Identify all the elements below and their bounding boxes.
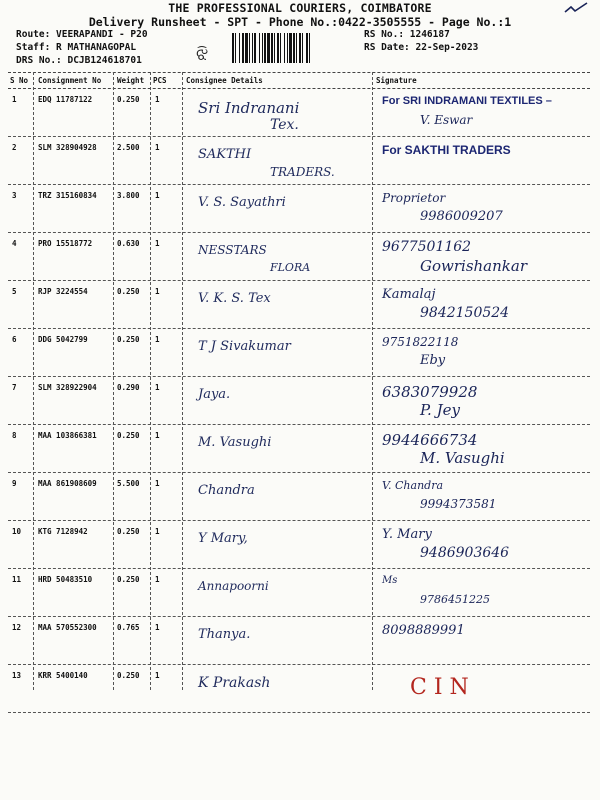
row-consignment-no: KTG 7128942 xyxy=(38,527,88,536)
table-row xyxy=(0,89,600,137)
row-weight: 0.250 xyxy=(117,575,140,584)
row-weight: 3.800 xyxy=(117,191,140,200)
row-weight: 0.250 xyxy=(117,335,140,344)
row-weight: 0.250 xyxy=(117,95,140,104)
staff-label: Staff: R MATHANAGOPAL xyxy=(16,42,137,53)
row-signature: C I N xyxy=(410,675,469,700)
row-signature: 9677501162 xyxy=(382,239,472,255)
table-row xyxy=(0,185,600,233)
table-row xyxy=(0,665,600,713)
row-consignee-handwritten: Annapoorni xyxy=(198,579,269,593)
row-pcs: 1 xyxy=(155,527,160,536)
row-consignment-no: MAA 103866381 xyxy=(38,431,97,440)
column-sno: S No xyxy=(10,76,29,85)
row-sno: 4 xyxy=(12,239,17,248)
row-consignment-no: RJP 3224554 xyxy=(38,287,88,296)
row-weight: 0.765 xyxy=(117,623,140,632)
row-pcs: 1 xyxy=(155,95,160,104)
rs-no-label: RS No.: 1246187 xyxy=(364,29,450,40)
table-row xyxy=(0,377,600,425)
checkmark-scribble-icon xyxy=(563,2,589,16)
row-consignee-handwritten: Y Mary, xyxy=(198,531,248,546)
runsheet-meta-right xyxy=(364,28,478,54)
row-consignee-handwritten-line2: Tex. xyxy=(270,117,299,133)
row-consignee-handwritten: T J Sivakumar xyxy=(198,339,291,354)
row-consignment-no: MAA 861908609 xyxy=(38,479,97,488)
row-consignee-handwritten: V. K. S. Tex xyxy=(198,291,271,306)
row-signature-line2: 9786451225 xyxy=(420,593,490,606)
row-signature-line2: V. Eswar xyxy=(420,113,473,127)
row-consignee-handwritten: SAKTHI xyxy=(198,147,252,162)
row-consignment-no: HRD 50483510 xyxy=(38,575,93,584)
row-pcs: 1 xyxy=(155,479,160,488)
row-weight: 0.250 xyxy=(117,527,140,536)
row-signature-line2: P. Jey xyxy=(420,401,460,419)
row-signature: 9751822118 xyxy=(382,335,459,349)
row-sno: 1 xyxy=(12,95,17,104)
column-consignee: Consignee Details xyxy=(186,76,263,85)
row-signature-line2: Eby xyxy=(420,353,446,368)
column-pcs: PCS xyxy=(153,76,167,85)
barcode-icon xyxy=(232,33,358,63)
row-pcs: 1 xyxy=(155,575,160,584)
row-signature: Y. Mary xyxy=(382,527,432,542)
row-sno: 13 xyxy=(12,671,22,680)
table-row xyxy=(0,617,600,665)
page-title: THE PROFESSIONAL COURIERS, COIMBATORE xyxy=(168,1,432,15)
table-row xyxy=(0,233,600,281)
table-row xyxy=(0,521,600,569)
row-consignee-handwritten: M. Vasughi xyxy=(198,435,272,450)
row-signature: Proprietor xyxy=(382,191,446,205)
row-pcs: 1 xyxy=(155,239,160,248)
row-pcs: 1 xyxy=(155,431,160,440)
row-signature-line2: Gowrishankar xyxy=(420,257,527,275)
page-subtitle: Delivery Runsheet - SPT - Phone No.:0422-3505555 - Page No.:1 xyxy=(88,15,512,29)
row-weight: 0.250 xyxy=(117,671,140,680)
row-consignee-handwritten: NESSTARS xyxy=(198,243,267,257)
row-consignment-no: MAA 570552300 xyxy=(38,623,97,632)
row-signature-stamp: For SAKTHI TRADERS xyxy=(382,143,511,157)
row-signature: 8098889991 xyxy=(382,623,465,638)
rs-date-label: RS Date: 22-Sep-2023 xyxy=(364,42,479,53)
drs-label: DRS No.: DCJB124618701 xyxy=(16,55,142,66)
row-pcs: 1 xyxy=(155,671,160,680)
row-sno: 3 xyxy=(12,191,17,200)
row-sno: 10 xyxy=(12,527,22,536)
row-consignee-handwritten: Chandra xyxy=(198,483,255,498)
row-sno: 9 xyxy=(12,479,17,488)
row-consignment-no: EDQ 11787122 xyxy=(38,95,93,104)
row-signature: 6383079928 xyxy=(382,383,478,401)
row-signature-line2: 9842150524 xyxy=(420,305,510,321)
row-consignee-handwritten: Jaya. xyxy=(198,387,231,402)
row-consignee-handwritten: Sri Indranani xyxy=(198,99,300,117)
table-header xyxy=(0,74,600,88)
row-weight: 0.250 xyxy=(117,287,140,296)
row-weight: 2.500 xyxy=(117,143,140,152)
row-consignment-no: SLM 328922904 xyxy=(38,383,97,392)
row-sno: 2 xyxy=(12,143,17,152)
column-consignment: Consignment No xyxy=(38,76,102,85)
row-pcs: 1 xyxy=(155,287,160,296)
row-consignee-handwritten: K Prakash xyxy=(198,675,271,691)
row-signature-stamp: For SRI INDRAMANI TEXTILES – xyxy=(382,95,552,107)
row-consignee-handwritten: V. S. Sayathri xyxy=(198,195,286,210)
row-sno: 11 xyxy=(12,575,22,584)
row-consignment-no: DDG 5042799 xyxy=(38,335,88,344)
row-signature-line2: 9986009207 xyxy=(420,209,503,224)
table-row xyxy=(0,281,600,329)
row-signature-line2: M. Vasughi xyxy=(420,449,505,467)
row-consignment-no: KRR 5400140 xyxy=(38,671,88,680)
row-weight: 0.630 xyxy=(117,239,140,248)
table-row xyxy=(0,137,600,185)
row-pcs: 1 xyxy=(155,383,160,392)
row-signature: Kamalaj xyxy=(382,287,436,302)
row-weight: 0.290 xyxy=(117,383,140,392)
row-pcs: 1 xyxy=(155,143,160,152)
row-consignment-no: SLM 328904928 xyxy=(38,143,97,152)
row-signature-line2: 9994373581 xyxy=(420,497,497,511)
row-sno: 7 xyxy=(12,383,17,392)
table-row xyxy=(0,329,600,377)
row-signature: V. Chandra xyxy=(382,479,444,492)
route-label: Route: VEERAPANDI - P20 xyxy=(16,29,148,40)
row-signature: 9944666734 xyxy=(382,431,478,449)
row-pcs: 1 xyxy=(155,191,160,200)
row-pcs: 1 xyxy=(155,335,160,344)
row-divider xyxy=(8,712,590,713)
column-signature: Signature xyxy=(376,76,417,85)
runsheet-meta-left xyxy=(16,28,148,67)
row-weight: 5.500 xyxy=(117,479,140,488)
row-weight: 0.250 xyxy=(117,431,140,440)
row-sno: 12 xyxy=(12,623,22,632)
table-row xyxy=(0,425,600,473)
column-weight: Weight xyxy=(117,76,145,85)
row-consignee-handwritten-line2: FLORA xyxy=(270,261,311,274)
staff-initials-signature: ଝି xyxy=(196,44,209,65)
row-consignment-no: PRO 15518772 xyxy=(38,239,93,248)
row-signature-line2: 9486903646 xyxy=(420,545,510,561)
row-signature: Ms xyxy=(382,575,398,586)
row-consignment-no: TRZ 315160834 xyxy=(38,191,97,200)
row-pcs: 1 xyxy=(155,623,160,632)
row-consignee-handwritten: Thanya. xyxy=(198,627,251,642)
table-row xyxy=(0,473,600,521)
header-divider xyxy=(8,72,590,73)
row-sno: 6 xyxy=(12,335,17,344)
row-sno: 5 xyxy=(12,287,17,296)
row-consignee-handwritten-line2: TRADERS. xyxy=(270,165,335,179)
row-sno: 8 xyxy=(12,431,17,440)
table-row xyxy=(0,569,600,617)
